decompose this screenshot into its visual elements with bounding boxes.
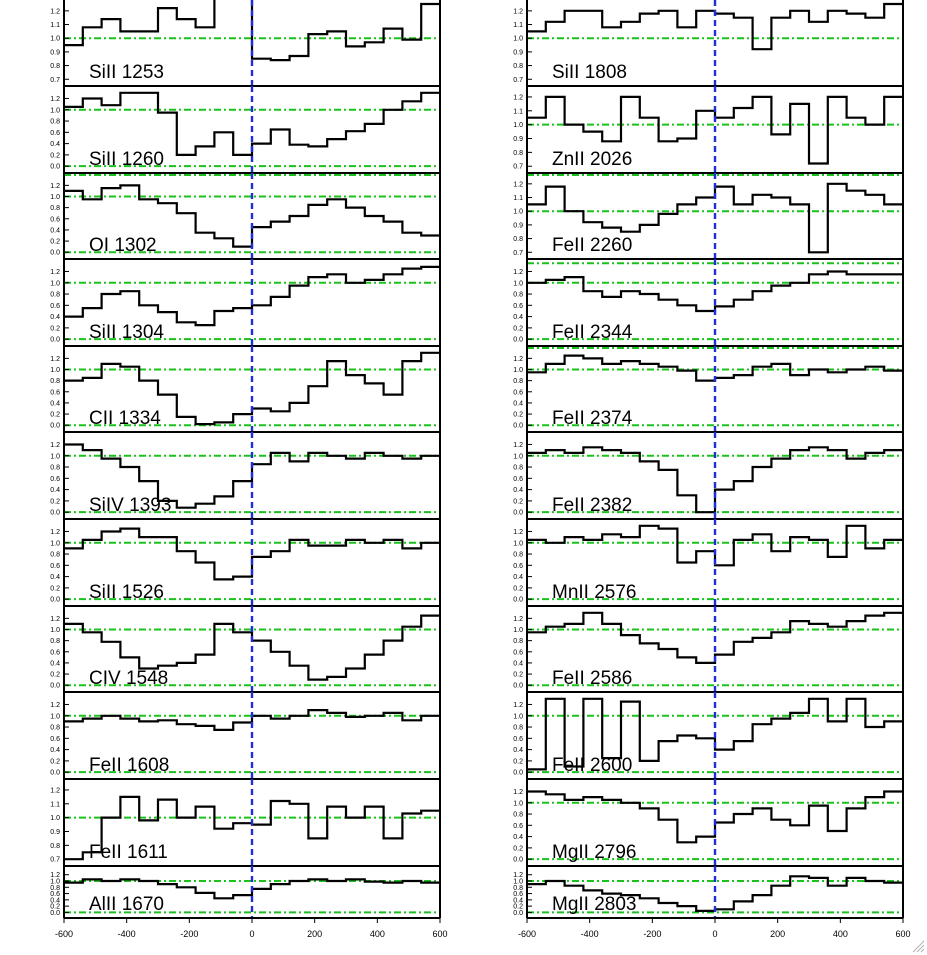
y-tick-label: 0.8 xyxy=(513,638,523,646)
y-tick-label: 1.1 xyxy=(513,195,523,203)
y-tick-label: 0.4 xyxy=(50,747,60,755)
y-tick-label: 1.0 xyxy=(50,453,60,461)
y-tick-label: 1.0 xyxy=(50,713,60,721)
y-tick-label: 0.2 xyxy=(513,845,523,853)
y-tick-label: 0.2 xyxy=(513,411,523,419)
spectrum-panel xyxy=(513,866,903,918)
ion-label: SiII 1304 xyxy=(89,322,164,343)
y-tick-label: 0.8 xyxy=(50,884,60,892)
y-tick-label: 0.4 xyxy=(513,574,523,582)
y-tick-label: 1.0 xyxy=(513,800,523,808)
y-tick-label: 0.8 xyxy=(50,724,60,732)
ion-label: CII 1334 xyxy=(89,408,161,429)
y-tick-label: 0.6 xyxy=(513,891,523,899)
y-tick-label: 0.4 xyxy=(513,834,523,842)
y-tick-label: 1.2 xyxy=(513,8,523,16)
y-tick-label: 0.8 xyxy=(513,291,523,299)
y-tick-label: 1.0 xyxy=(50,194,60,201)
y-tick-label: 0.6 xyxy=(513,302,523,310)
y-tick-label: 0.4 xyxy=(50,660,60,668)
ion-label: ZnII 2026 xyxy=(552,149,633,170)
x-tick-label: 600 xyxy=(432,929,448,939)
spectrum-panel xyxy=(50,606,440,692)
y-tick-label: 1.0 xyxy=(50,280,60,288)
y-tick-label: 0.0 xyxy=(50,509,60,517)
y-tick-label: 1.2 xyxy=(513,615,523,623)
spectrum-panel xyxy=(513,692,903,779)
y-tick-label: 0.2 xyxy=(50,325,60,333)
y-tick-label: 0.4 xyxy=(50,227,60,235)
y-tick-label: 0.0 xyxy=(50,249,60,257)
y-tick-label: 0.0 xyxy=(50,682,60,690)
y-tick-label: 0.6 xyxy=(50,649,60,657)
y-tick-label: 0.4 xyxy=(513,747,523,755)
spectrum-panel xyxy=(513,519,903,606)
x-tick-label: -400 xyxy=(580,929,599,939)
y-tick-label: 0.8 xyxy=(50,464,60,472)
y-tick-label: 0.2 xyxy=(513,903,523,911)
y-tick-label: 0.9 xyxy=(513,136,523,144)
y-tick-label: 0.6 xyxy=(50,389,60,397)
ion-label: FeII 2586 xyxy=(552,668,633,689)
y-tick-label: 0.7 xyxy=(513,163,523,171)
y-tick-label: 0.8 xyxy=(50,205,60,213)
spectrum-panel xyxy=(50,346,440,432)
y-tick-label: 1.0 xyxy=(513,713,523,721)
y-tick-label: 1.0 xyxy=(50,107,60,115)
y-tick-label: 1.0 xyxy=(513,627,523,634)
x-tick-label: -600 xyxy=(54,929,74,939)
y-tick-label: 1.2 xyxy=(50,872,60,880)
y-tick-label: 0.8 xyxy=(50,842,60,850)
y-tick-label: 0.6 xyxy=(513,822,523,830)
y-tick-label: 0.8 xyxy=(513,811,523,819)
spectrum-panel xyxy=(50,432,440,519)
y-tick-label: 1.2 xyxy=(513,355,523,363)
y-tick-label: 0.6 xyxy=(50,562,60,570)
y-tick-label: 1.1 xyxy=(50,801,60,809)
y-tick-label: 0.8 xyxy=(513,378,523,386)
y-tick-label: 0.2 xyxy=(513,585,523,593)
y-tick-label: 0.4 xyxy=(513,487,523,495)
y-tick-label: 0.7 xyxy=(50,76,60,84)
y-tick-label: 0.8 xyxy=(50,118,60,126)
x-tick-label: -200 xyxy=(643,929,662,939)
ion-label: FeII 2600 xyxy=(552,755,633,776)
ion-label: MgII 2803 xyxy=(552,894,637,915)
y-tick-label: 0.6 xyxy=(513,649,523,657)
y-tick-label: 0.7 xyxy=(50,856,60,864)
ion-label: SiII 1526 xyxy=(89,582,164,603)
y-tick-label: 0.6 xyxy=(50,216,60,224)
spectrum-panel xyxy=(50,866,440,918)
y-tick-label: 0.6 xyxy=(513,389,523,397)
y-tick-label: 0.8 xyxy=(513,551,523,559)
y-tick-label: 0.0 xyxy=(513,596,523,604)
y-tick-label: 1.2 xyxy=(50,701,60,709)
y-tick-label: 0.4 xyxy=(50,400,60,408)
y-tick-label: 0.2 xyxy=(50,758,60,766)
y-tick-label: 1.0 xyxy=(50,367,60,374)
y-tick-label: 0.0 xyxy=(513,422,523,430)
y-tick-label: 1.0 xyxy=(513,280,523,288)
x-tick-label: 400 xyxy=(832,929,848,939)
y-tick-label: 1.0 xyxy=(50,815,60,823)
y-tick-label: 0.2 xyxy=(513,498,523,506)
y-tick-label: 0.2 xyxy=(513,325,523,333)
y-tick-label: 1.0 xyxy=(513,35,523,43)
y-tick-label: 1.2 xyxy=(513,788,523,796)
y-tick-label: 0.4 xyxy=(50,141,60,149)
y-tick-label: 1.0 xyxy=(50,627,60,634)
y-tick-label: 0.4 xyxy=(50,314,60,322)
y-tick-label: 0.6 xyxy=(513,735,523,743)
y-tick-label: 0.2 xyxy=(50,238,60,246)
y-tick-label: 1.1 xyxy=(513,22,523,30)
y-tick-label: 0.2 xyxy=(50,903,60,911)
panels-group xyxy=(50,0,903,955)
spectrum-panel xyxy=(513,346,903,432)
y-tick-label: 1.2 xyxy=(513,94,523,102)
spectrum-panel xyxy=(50,173,440,259)
y-tick-label: 0.8 xyxy=(513,884,523,892)
y-tick-label: 0.0 xyxy=(513,909,523,917)
y-tick-label: 0.6 xyxy=(513,475,523,483)
spectrum-panel xyxy=(513,432,903,519)
flux-series xyxy=(64,93,440,155)
x-tick-label: 400 xyxy=(369,929,385,939)
y-tick-label: 0.8 xyxy=(50,378,60,386)
spectrum-panel xyxy=(50,86,440,173)
y-tick-label: 0.2 xyxy=(513,758,523,766)
y-tick-label: 0.8 xyxy=(513,464,523,472)
y-tick-label: 1.0 xyxy=(513,540,523,548)
y-tick-label: 1.1 xyxy=(50,22,60,30)
ion-label: MnII 2576 xyxy=(552,582,637,603)
ion-label: FeII 1608 xyxy=(89,755,170,776)
y-tick-label: 0.0 xyxy=(50,422,60,430)
ion-label: FeII 2260 xyxy=(552,235,633,256)
y-tick-label: 0.2 xyxy=(50,152,60,160)
y-tick-label: 0.4 xyxy=(50,897,60,905)
y-tick-label: 0.0 xyxy=(513,509,523,517)
y-tick-label: 1.0 xyxy=(50,35,60,43)
y-tick-label: 1.0 xyxy=(50,540,60,548)
spectrum-panel xyxy=(50,519,440,606)
y-tick-label: 0.4 xyxy=(513,660,523,668)
y-tick-label: 0.8 xyxy=(513,63,523,71)
y-tick-label: 1.2 xyxy=(513,268,523,276)
y-tick-label: 0.0 xyxy=(513,769,523,777)
y-tick-label: 0.0 xyxy=(513,336,523,344)
y-tick-label: 1.2 xyxy=(50,95,60,103)
y-tick-label: 1.2 xyxy=(50,787,60,795)
spectrum-panel xyxy=(50,259,440,346)
y-tick-label: 0.0 xyxy=(513,682,523,690)
y-tick-label: 0.0 xyxy=(513,856,523,864)
y-tick-label: 0.0 xyxy=(50,336,60,344)
ion-label: SiII 1260 xyxy=(89,149,164,170)
y-tick-label: 0.8 xyxy=(50,551,60,559)
y-tick-label: 1.2 xyxy=(513,441,523,449)
y-tick-label: 0.6 xyxy=(50,735,60,743)
y-tick-label: 1.2 xyxy=(513,701,523,709)
ion-label: FeII 1611 xyxy=(89,842,168,863)
y-tick-label: 0.8 xyxy=(513,236,523,244)
y-tick-label: 1.2 xyxy=(513,181,523,189)
x-tick-label: 200 xyxy=(307,929,323,939)
y-tick-label: 0.4 xyxy=(513,400,523,408)
y-tick-label: 1.2 xyxy=(50,8,60,16)
y-tick-label: 0.2 xyxy=(513,671,523,679)
y-tick-label: 0.8 xyxy=(50,63,60,71)
y-tick-label: 0.9 xyxy=(50,49,60,57)
y-tick-label: 0.9 xyxy=(50,829,60,837)
y-tick-label: 0.2 xyxy=(50,671,60,679)
y-tick-label: 1.2 xyxy=(50,615,60,623)
resize-grip-icon[interactable] xyxy=(913,941,924,952)
flux-series xyxy=(64,267,440,325)
y-tick-label: 0.0 xyxy=(50,596,60,604)
y-tick-label: 0.9 xyxy=(513,49,523,57)
x-tick-label: -200 xyxy=(180,929,199,939)
y-tick-label: 1.0 xyxy=(513,122,523,130)
y-tick-label: 0.4 xyxy=(50,574,60,582)
y-tick-label: 0.7 xyxy=(513,76,523,84)
y-tick-label: 1.0 xyxy=(513,208,523,216)
y-tick-label: 1.2 xyxy=(50,182,60,190)
ion-label: CIV 1548 xyxy=(89,668,169,689)
y-tick-label: 0.6 xyxy=(50,475,60,483)
ion-label: SiII 1808 xyxy=(552,62,627,83)
y-tick-label: 0.2 xyxy=(50,411,60,419)
spectrum-panel xyxy=(513,259,903,346)
y-tick-label: 1.2 xyxy=(513,872,523,880)
y-tick-label: 0.6 xyxy=(513,562,523,570)
y-tick-label: 0.0 xyxy=(50,769,60,777)
y-tick-label: 0.4 xyxy=(513,897,523,905)
y-tick-label: 1.2 xyxy=(513,528,523,536)
y-tick-label: 0.0 xyxy=(50,163,60,171)
ion-label: FeII 2382 xyxy=(552,495,633,516)
y-tick-label: 0.6 xyxy=(50,302,60,310)
y-tick-label: 1.2 xyxy=(50,355,60,363)
x-tick-label: -400 xyxy=(117,929,136,939)
ion-label: SiIV 1393 xyxy=(89,495,172,516)
y-tick-label: 0.8 xyxy=(513,724,523,732)
y-tick-label: 0.4 xyxy=(513,314,523,322)
ion-label: FeII 2344 xyxy=(552,322,633,343)
y-tick-label: 1.2 xyxy=(50,528,60,536)
y-tick-label: 0.6 xyxy=(50,891,60,899)
x-tick-label: 200 xyxy=(770,929,786,939)
ion-label: AlII 1670 xyxy=(89,894,164,915)
y-tick-label: 1.1 xyxy=(513,108,523,116)
y-tick-label: 0.9 xyxy=(513,222,523,230)
ion-label: OI 1302 xyxy=(89,235,157,256)
y-tick-label: 0.2 xyxy=(50,585,60,593)
ion-label: SiII 1253 xyxy=(89,62,164,83)
y-tick-label: 1.0 xyxy=(513,453,523,461)
y-tick-label: 0.7 xyxy=(513,249,523,257)
x-tick-label: 600 xyxy=(895,929,911,939)
x-tick-label: 0 xyxy=(712,929,718,939)
y-tick-label: 1.0 xyxy=(513,367,523,374)
y-tick-label: 0.2 xyxy=(50,498,60,506)
spectrum-panel xyxy=(513,606,903,692)
y-tick-label: 0.8 xyxy=(50,291,60,299)
y-tick-label: 1.0 xyxy=(50,878,60,886)
spectrum-panel xyxy=(50,692,440,779)
y-tick-label: 0.0 xyxy=(50,909,60,917)
ion-label: FeII 2374 xyxy=(552,408,633,429)
y-tick-label: 1.2 xyxy=(50,441,60,449)
y-tick-label: 1.0 xyxy=(513,878,523,886)
spectrum-panel xyxy=(513,779,903,866)
y-tick-label: 0.6 xyxy=(50,129,60,137)
x-axes-group xyxy=(55,918,911,939)
y-tick-label: 0.8 xyxy=(50,638,60,646)
ion-label: MgII 2796 xyxy=(552,842,637,863)
y-tick-label: 0.8 xyxy=(513,149,523,157)
y-tick-label: 0.4 xyxy=(50,487,60,495)
y-tick-label: 1.2 xyxy=(50,268,60,276)
x-tick-label: -600 xyxy=(517,929,537,939)
x-tick-label: 0 xyxy=(249,929,255,939)
